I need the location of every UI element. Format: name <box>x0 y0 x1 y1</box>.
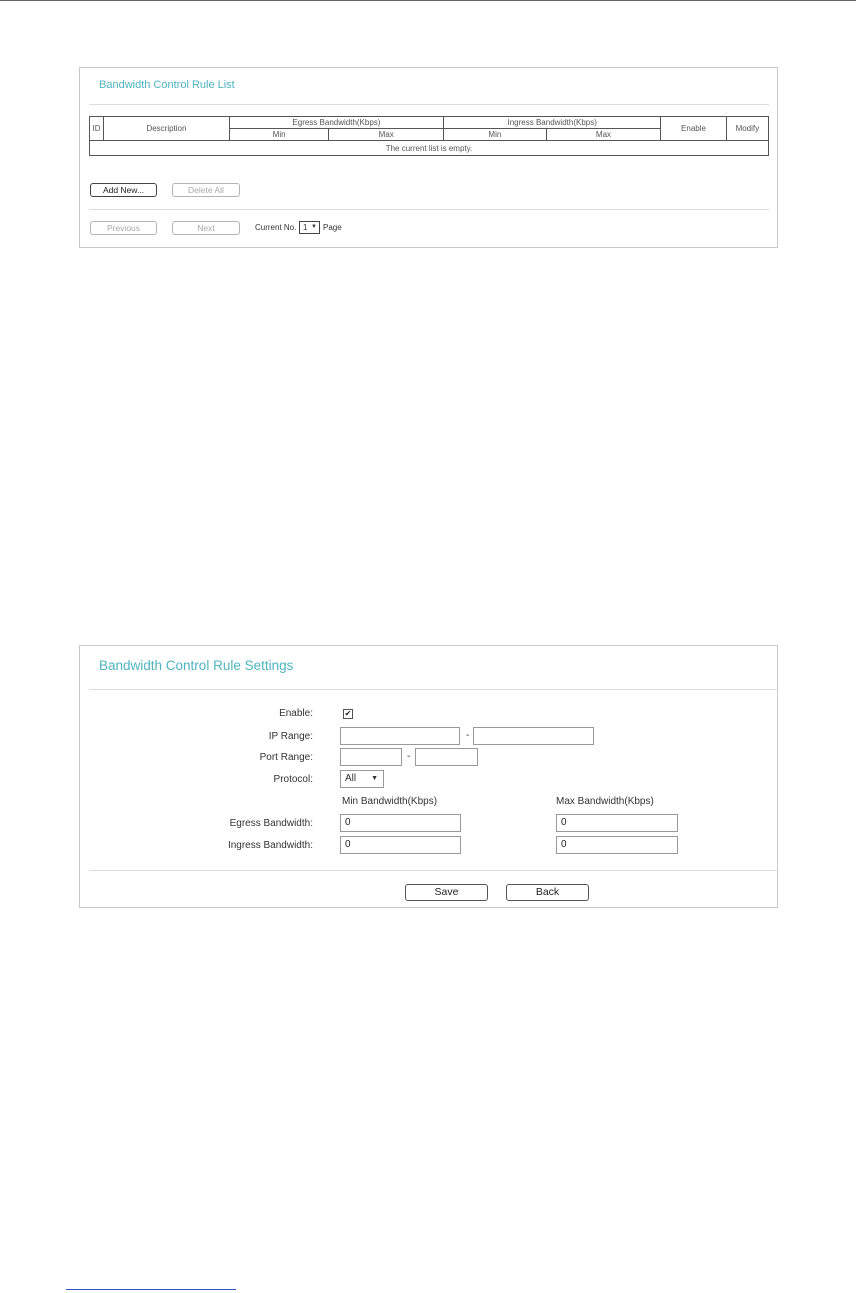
col-egress-min: Min <box>229 129 329 141</box>
save-button[interactable]: Save <box>405 884 488 901</box>
col-id: ID <box>90 117 104 141</box>
egress-max-input[interactable]: 0 <box>556 814 678 832</box>
chevron-down-icon: ▼ <box>371 775 378 782</box>
port-range-start-input[interactable] <box>340 748 402 766</box>
rule-settings-title: Bandwidth Control Rule Settings <box>99 658 294 673</box>
col-modify: Modify <box>726 117 768 141</box>
page-label: Page <box>323 223 342 232</box>
protocol-select-value: All <box>345 773 357 784</box>
port-range-end-input[interactable] <box>415 748 478 766</box>
min-bandwidth-header: Min Bandwidth(Kbps) <box>342 796 438 807</box>
max-bandwidth-header: Max Bandwidth(Kbps) <box>556 796 654 807</box>
ingress-max-input[interactable]: 0 <box>556 836 678 854</box>
ingress-min-input[interactable]: 0 <box>340 836 461 854</box>
enable-label: Enable: <box>279 708 313 719</box>
footer-divider <box>89 870 778 871</box>
back-button[interactable]: Back <box>506 884 589 901</box>
empty-list-message: The current list is empty. <box>90 141 769 156</box>
title-divider <box>89 689 778 690</box>
ip-range-separator: - <box>466 730 470 741</box>
pager-divider <box>89 209 769 210</box>
rule-list-title: Bandwidth Control Rule List <box>99 79 235 91</box>
previous-button[interactable]: Previous <box>90 221 157 235</box>
next-button[interactable]: Next <box>172 221 240 235</box>
ingress-bandwidth-label: Ingress Bandwidth: <box>227 840 313 851</box>
col-description: Description <box>104 117 230 141</box>
col-enable: Enable <box>661 117 726 141</box>
egress-min-input[interactable]: 0 <box>340 814 461 832</box>
rule-table <box>89 116 769 156</box>
rule-settings-panel <box>79 645 778 908</box>
footer-link-underline <box>66 1289 236 1290</box>
page-top-rule <box>0 0 856 1</box>
current-no-label: Current No. <box>255 223 297 232</box>
col-egress: Egress Bandwidth(Kbps) <box>229 117 443 129</box>
enable-checkbox[interactable] <box>343 709 353 719</box>
chevron-down-icon: ▼ <box>311 224 317 230</box>
port-range-separator: - <box>407 751 411 762</box>
title-divider <box>89 104 769 105</box>
col-ingress-max: Max <box>546 129 661 141</box>
add-new-button[interactable]: Add New... <box>90 183 157 197</box>
delete-all-button[interactable]: Delete All <box>172 183 240 197</box>
ip-range-end-input[interactable] <box>473 727 594 745</box>
egress-bandwidth-label: Egress Bandwidth: <box>229 818 313 829</box>
col-egress-max: Max <box>329 129 444 141</box>
protocol-label: Protocol: <box>273 774 313 785</box>
col-ingress: Ingress Bandwidth(Kbps) <box>444 117 661 129</box>
page-select-value: 1 <box>303 223 308 232</box>
col-ingress-min: Min <box>444 129 547 141</box>
checkmark-icon: ✔ <box>344 709 352 718</box>
page-select[interactable] <box>299 221 320 234</box>
ip-range-start-input[interactable] <box>340 727 460 745</box>
ip-range-label: IP Range: <box>268 731 313 742</box>
port-range-label: Port Range: <box>259 752 313 763</box>
rule-list-panel <box>79 67 778 248</box>
protocol-select[interactable] <box>340 770 384 788</box>
